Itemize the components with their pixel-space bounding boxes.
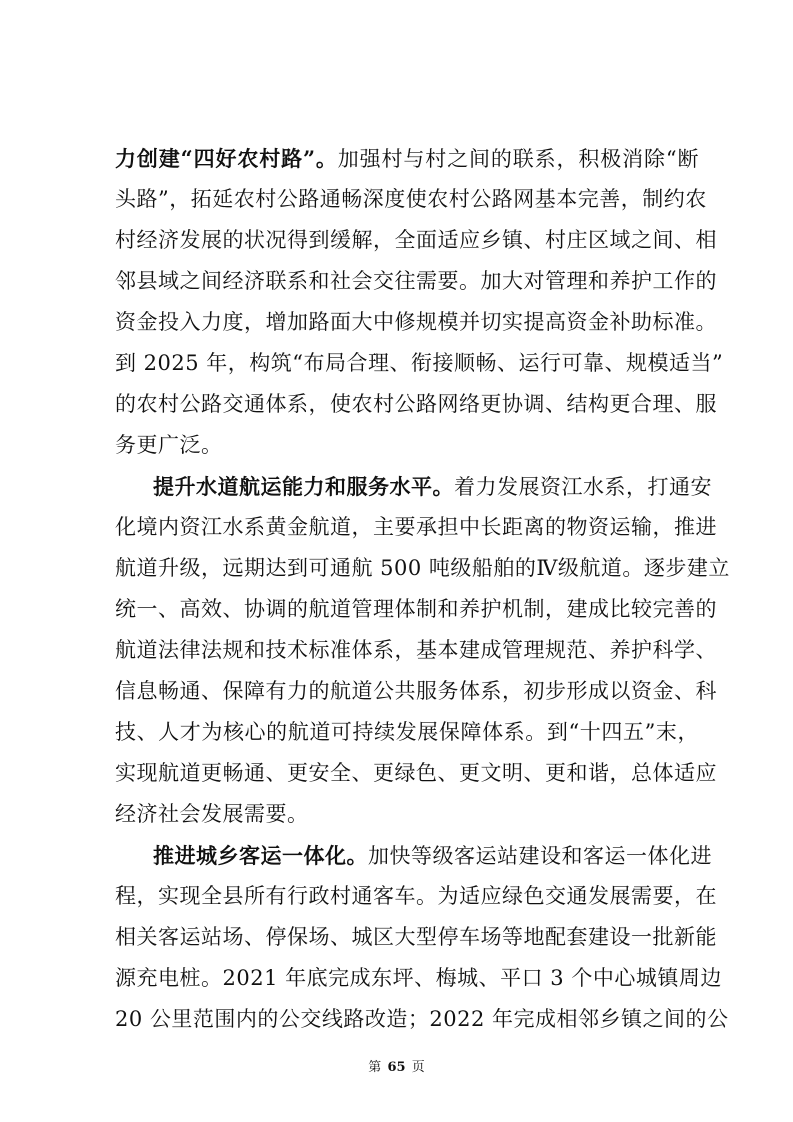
paragraph3-line2: 程，实现全县所有行政村通客车。为适应绿色交通发展需要，在 [115, 884, 717, 908]
paragraph2-line6: 信息畅通、保障有力的航道公共服务体系，初步形成以资金、科 [115, 679, 717, 703]
paragraph2-line3: 航道升级，远期达到可通航 500 吨级船舶的Ⅳ级航道。逐步建立 [115, 556, 730, 580]
paragraph2-line2: 化境内资江水系黄金航道，主要承担中长距离的物资运输，推进 [115, 515, 717, 539]
paragraph3-line1-text: 加快等级客运站建设和客运一体化进 [368, 844, 712, 868]
paragraph3-line4: 源充电桩。2021 年底完成东坪、梅城、平口 3 个中心城镇周边 [115, 966, 722, 990]
paragraph3-line3: 相关客运站场、停保场、城区大型停车场等地配套建设一批新能 [115, 925, 717, 949]
paragraph1-line1-text: 加强村与村之间的联系，积极消除“断 [337, 147, 699, 171]
paragraph2-line4: 统一、高效、协调的航道管理体制和养护机制，建成比较完善的 [115, 597, 717, 621]
paragraph2-line9: 经济社会发展需要。 [115, 802, 309, 826]
paragraph3-line5: 20 公里范围内的公交线路改造；2022 年完成相邻乡镇之间的公 [115, 1007, 729, 1031]
paragraph3-line1 [115, 835, 712, 876]
page-number: 65 [387, 1060, 406, 1075]
paragraph1-line2: 头路”，拓延农村公路通畅深度使农村公路网基本完善，制约农 [115, 187, 707, 211]
paragraph2-line1-text: 着力发展资江水系，打通安 [454, 475, 712, 499]
paragraph2-line5: 航道法律法规和技术标准体系，基本建成管理规范、养护科学、 [115, 638, 717, 662]
paragraph2-line1 [115, 466, 712, 507]
paragraph1-line6: 到 2025 年，构筑“布局合理、衔接顺畅、运行可靠、规模适当” [115, 351, 724, 375]
paragraph1-line1 [115, 138, 699, 179]
paragraph2-line8: 实现航道更畅通、更安全、更绿色、更文明、更和谐，总体适应 [115, 761, 717, 785]
paragraph1-line8: 务更广泛。 [115, 433, 223, 457]
paragraph1-line7: 的农村公路交通体系，使农村公路网络更协调、结构更合理、服 [115, 392, 717, 416]
body-text [115, 138, 730, 1040]
paragraph3-heading: 推进城乡客运一体化。 [153, 843, 368, 868]
page-label-prefix: 第 [368, 1060, 382, 1075]
paragraph2-line7: 技、人才为核心的航道可持续发展保障体系。到“十四五”末， [115, 720, 699, 744]
page-footer [0, 1056, 793, 1075]
paragraph1-line4: 邻县域之间经济联系和社会交往需要。加大对管理和养护工作的 [115, 269, 717, 293]
paragraph1-line3: 村经济发展的状况得到缓解，全面适应乡镇、村庄区域之间、相 [115, 228, 717, 252]
paragraph1-heading: 力创建“四好农村路”。 [115, 146, 338, 171]
paragraph1-line5: 资金投入力度，增加路面大中修规模并切实提高资金补助标准。 [115, 310, 717, 334]
page-label-suffix: 页 [411, 1060, 425, 1075]
paragraph2-heading: 提升水道航运能力和服务水平。 [153, 474, 454, 499]
